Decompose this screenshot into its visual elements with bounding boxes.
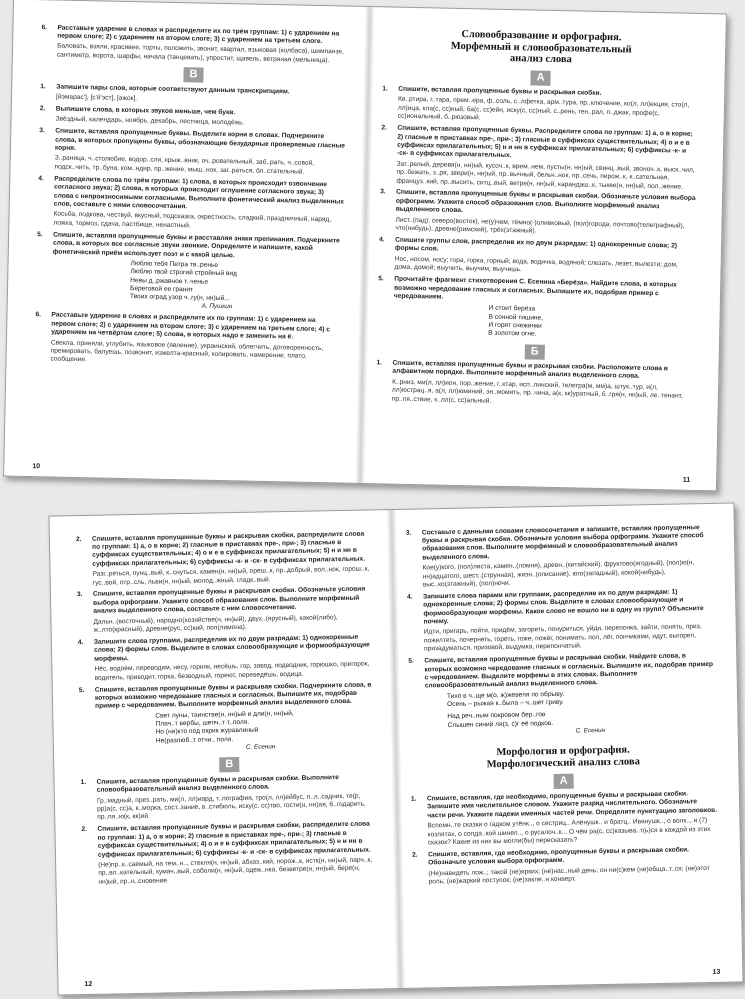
exercise-text: Кв..ртира, г..тара, прем..ера, ф..соль, с..лфетка, арм..тура, пр..ключение, ко(л, лл)екция, сто(л, лл)ица, кла(с, сс)ный, ба(с, сс)ейн, иску(с, сс)ный, с..рень, ген..рал, п..джак, профе(с, сс)иональный, б..рюзовый. [397,96,690,122]
page-10 [32,0,348,482]
poem-author: С. Есенин [245,743,276,751]
exercise-text: Баловать, взяли, красивее, торты, положить, звонит, квартал, языковая (колбаса), шимпанзе, сантиметр, ворота, шарфы, начала (танцевать), упростит, щавель, ветряная (мельница). [56,42,344,64]
section-title [410,743,716,772]
exercise-b2 [81,821,380,888]
exercise-2 [76,530,375,588]
exercise-number: 6. [41,23,48,31]
exercise-text: (Не)пр..к..саемый, на тем..н.., стекля(н, нн)ый, абхаз..кий, порож..к, истк(н, нн)ый, парч..к, пр..вл..кательный, кумач..вый, соболи(н, нн)ый, одеж..нка, безветре(н, нн)ый, бере(н, нн)ый, пр..н..сновение. [98,856,373,886]
exercise-b1 [376,359,693,410]
exercise-4 [37,175,344,234]
exercise-4 [78,633,377,683]
exercise-task: Запишите слова парами или группами, распределив их по двум разрядам: 1) однокоренные слова; 2) формы слов. Выделите в словах словообразующие и формообразующие морфемы. Какое слово не вошло ни в одну из групп? Объясните почему. [423,588,704,626]
exercise-text: (Не)навидеть лож..; такой (не)ярких; (не)нас..ный день; он ни(с)кем (не)обща..т..ся; (не)этот роль; (не)жаркий поступок; (не)закле..н конверт. [428,864,710,886]
page-13 [405,504,720,988]
exercise-number: 1. [40,82,46,90]
exercise-number: 1. [80,778,87,786]
exercise-number: 2. [81,826,88,834]
exercise-number: 5. [408,657,414,665]
exercise-text: З..раница, ч..столюбие, водор..сли, крыж..вник, оч..ровательный, заб..рать, ч..совой, подск..чить, тр..буна, ком..ндир, пр..жение, мыш..нок, заг..раться, бл..стательный. [54,154,315,176]
exercise-task: Спишите, вставляя пропущенные буквы и расставляя знаки препинания. Подчеркните слова, в которых все согласные звуки звонкие. Определите и напишите, какой фонетический приём использует поэт и с какой целью. [52,231,340,259]
poem-author: А. Пушкин [201,303,233,311]
poem-line: Свет луны, таинстве(н, нн)ый и дли(н, нн)ый, [155,709,294,720]
exercise-task: Спишите, вставляя пропущенные буквы и раскрывая скобки, распределите слова по группам: 1) а, о в корне; 2) гласные в приставках пре-, при-; 3) гласные в суффиксах существительных; 4) о и е в суффиксах прилагательных; 5) н и нн в суффиксах прилагательных; 6) суффиксы -к- и -ск- в суффиксах прилагательных. [97,820,371,859]
poem-line: В золотом огне. [488,329,537,338]
exercise-text: Разг..реться, пунц..вый, к..снуться, камен(н, нн)ый, ореш..к, пр..добрый, вол..нок, горош..к, гус..вой, отр..сль, льви(н, нн)ый, молод..жный, гладк..вый. [92,565,370,587]
exercise-5 [377,275,694,342]
title-line: Морфемный и словообразовательный [450,40,632,56]
poem-line: И стоит берёза [488,304,536,313]
exercise-text: Нёс, водоём, переводим, несу, горняк, несёшь, гор, завод, подводник, горюшко, пригорок, водитель, приводит, горка, безводный, гореют, переведёшь, водица. [94,660,370,682]
exercise-task: Прочитайте фрагмент стихотворения С. Есенина «Берёза». Найдите слова, в которых возможно чередование гласных и согласных. Выпишите их, подобрав пример с чередованием. [393,275,677,301]
exercise-task: Спишите, вставляя пропущенные буквы и раскрывая скобки. Подчеркните слова, в которых возможно чередование гласных и согласных. Выпишите их, подобрав пример с чередованием. Выполните морфемный анализ выделенного слова. [94,680,372,711]
poem-line: Тихо в ч..ще м(о, ж)жевеля по обрыву. [446,690,565,700]
poem-line: Невы д..ржавное т..ченье [130,276,209,286]
exercise-3 [406,523,713,590]
exercise-number: 6. [35,311,42,319]
exercise-6b [34,311,341,370]
exercise-task: Спишите, вставляя пропущенные буквы и раскрывая скобки. Обозначьте условия выбора орфограмм. Укажите способ образования слов. Выполните морфемный анализ выделенного слова. [395,189,696,215]
page-number: 11 [682,476,691,484]
page-number: 10 [32,463,41,471]
exercise-task: Спишите, вставляя пропущенные буквы и раскрывая скобки. Расположите слова в алфавитном порядке. Выполните морфемный анализ выделенного слова. [392,359,668,381]
exercise-text: Лист..(пад), северо(восток), не(у)чем, тёмно(-)оливковый, (пол)города, почтово(телеграфный), что(нибудь), древне(римский), трёх(этажный). [395,216,685,235]
exercise-text: Косьба, подкова, чествуй, вкусный, подсказка, окрестность, сладкий, праздничный, наряд, ложка, тормоз, сдача, пастбище, ненастный. [53,210,332,230]
exercise-text: Звёздный, календарь, ноябрь, декабрь, лестница, молодёжь. [55,115,245,127]
exercise-task: Выпишите слова, в которых звуков меньше, чем букв. [55,105,236,117]
exercise-number: 3. [380,188,386,196]
exercise-2 [39,105,345,130]
title-line: Морфологический анализ слова [486,756,641,771]
level-badge-v: В [183,67,203,82]
exercise-1 [411,790,718,848]
page-11 [374,7,700,490]
exercise-task: Расставьте ударение в словах и распределите их по группам: 1) с ударением на первом слоге; 2) с ударением на втором слоге; 3) с ударением на третьем слоге; 4) с ударением на четвёртом слоге; 5) слова, в которых надо е заменить на ё. [51,311,330,341]
exercise-5 [79,681,378,756]
exercise-number: 5. [78,686,85,694]
exercise-text: Свекла, приняли, углубить, языковое (явление), украинский, облегчить, договоренность, премировать, балуешь, позвонит, изжелта-красный, копировать, намерение, плато, сообщение. [50,338,324,364]
exercise-task: Спишите, вставляя пропущенные буквы. Выделите корни в словах. Подчеркните слова, в которых пропущены буквы, обозначающие безударные проверяемые гласные корня. [54,127,346,152]
exercise-b1 [81,773,380,823]
exercise-text: Вспомн..те сказки о гадком утёнк.., о сестриц.. Алёнушк.. и братц.. Иванушк.., о волк.., и (7) козлятах, о солда..кой шинел.., о русалоч..к... О чём ра(с, сс)казыва..т(ь)ся в каждой из этих сказок? Какие из них вы могли(бы) пересказать? [427,817,711,847]
poem-line: Но (ни)кто под окрик журавлиный [155,726,259,736]
title-line: анализ слова [509,52,572,66]
exercise-task: Спишите группы слов, распределив их по двум разрядам: 1) однокоренные слова; 2) формы слов. [394,236,678,253]
exercise-3 [379,189,696,240]
exercise-number: 1. [410,795,417,803]
book-spread-pages-12-13 [48,502,743,995]
exercise-4 [378,236,695,278]
exercise-text: Нос, носом, носу; гора, горка, горный; вода, водичка, водяной; слезать, лезет, вылезти; дом, дома, домой; выучить, выучим, выучишь. [394,255,678,274]
exercise-text: Гр..мадный, през..рать, ми(л, лл)иард, т..пография, тро(л, лл)ейбус, п..л..садник, те(р, рр)а(с, сс)а, к..морка, сост..зание, в..стибюль, иску(с, сс)тво, гости(н, нн)ая, б..годарить, пр..пя..ю(к, кк)ий. [96,792,366,822]
exercise-number: 3. [405,529,412,537]
exercise-task: Запишите пары слов, которые соответствуют данным транскрипциям. [56,83,290,96]
level-badge-a: А [530,70,550,85]
exercise-2 [380,124,697,191]
exercise-task: Запишите слова группами, распределив их по двум разрядам: 1) однокоренные слова; 2) формы слов. Выделите в словах словообразующие и формообразующие морфемы. [93,633,370,663]
title-line: Морфология и орфография. [496,744,630,759]
exercise-task: Спишите, вставляя, где необходимо, пропущенные буквы и раскрывая скобки. Обозначьте условия выбора орфограмм. [427,846,690,867]
exercise-number: 1. [382,85,388,93]
page-gutter [386,510,405,988]
exercise-task: Спишите, вставляя, где необходимо, пропущенные буквы и раскрывая скобки. Запишите имя числительное словом. Укажите разряд числительного. Обозначьте части речи. Укажите падежи именных частей речи. Определите пунктуацию заголовков. [426,790,718,820]
exercise-task: Спишите, вставляя пропущенные буквы. Распределите слова по группам: 1) а, о в корне; 2) гласные в приставках пре-, при-; 3) гласные в суффиксах существительных; 4) о и е в суффиксах прилагательных; 5) н и нн в суффиксах прилагательных; 6) суффиксы -к- и -ск- в суффиксах прилагательных. [396,124,693,160]
poem-author: С. Есенин [575,726,606,735]
book-spread-pages-10-11 [3,0,727,491]
exercise-number: 4. [77,638,84,647]
exercise-1 [40,83,346,108]
exercise-number: 2. [411,851,418,859]
poem-line: В сонной тишине, [488,313,544,322]
section-title [383,27,700,68]
exercise-text: Заг..релый, деревя(н, нн)ый, кусоч..к, врем..нем, пусты(н, нн)ый, свинц..вый, звоноч..к, выск..чил, пр..бежать, з..ря, звери(н, нн)ый, пр..вычный, бельч..нок, пр..сечь, пирож..к, к..сательная, француз..кий, пр..высить, ситц..вый, ветре(н, нн)ый, карандаш..к, тыкве(н, нн)ый, пол..жение. [396,160,695,191]
poem [95,708,378,747]
poem [52,258,343,306]
exercise-number: 3. [76,591,83,599]
exercise-3 [38,127,345,177]
exercise-text: Идти, пригарь, пойти, придём, загореть, понуриться, уйди, перепонка, зайти, понять, приз, пожелтеть, почернеть, гореть, гоже, пожёг, понимать, пол, лёг, пончиками, идут, выгорел, призадуматься, призовой, выдумка, перепончатый. [423,623,702,653]
exercise-3 [77,586,376,636]
exercise-text: К..рниз, ми(л, лл)ион, пор..жение, г..ктар, исп..линский, телегра(м, мм)а, штук..тур, и(л, лл)юстрац..я, а(л, лл)юминий, эн..момить, пр..чина, а(к, кк)уратный, б..гря(н, нн)ый, ле..тенант, пр..пя..ствие, к..лл(с, сс)альный. [391,378,683,405]
exercise-number: 2. [381,124,388,132]
exercise-number: 4. [379,236,385,244]
level-badge-a: А [554,774,574,789]
exercise-2 [412,846,719,887]
exercise-5 [408,652,716,739]
exercise-task: Спишите, вставляя пропущенные буквы и раскрывая скобки, распределите слова по группам: 1) а, о в корне; 2) гласные в приставках пре-, при-; 3) гласные в суффиксах существительных; 4) о и е в суффиксах прилагательных; 5) н и нн в суффиксах прилагательных; 6) суффиксы -к- и -ск- в суффиксах прилагательных. [91,530,366,568]
level-badge-b: Б [525,344,545,359]
exercise-text: Кое(у)кого, (пол)листа, камен..(ломня), древн..(китайский), фруктово(ягодный), (пол)ю(н, нн)адцатого, шест..(струнная), жизн..(описание), юго(западный), кокой(нибудь), выс..ко(этажный), (пол)ночи. [422,559,695,589]
poem-line: Не(разлюб..т отчи.. поля. [155,735,234,745]
page-number: 13 [712,968,721,976]
poem-line: Слышен синий ля(з, с)г её подков. [447,719,554,729]
poem-line: Береговой ее гранит [129,284,194,294]
poem-line: Плач..т вербы, шепч..т т..поля. [155,718,250,728]
poem-line: Люблю тебя Петра тв..ренье [130,260,219,269]
poem-line: Твоих оград узор ч..гу(н, нн)ый... [129,293,230,303]
exercise-4 [407,588,714,655]
title-line: Словообразование и орфография. [461,28,622,44]
page-gutter [355,7,375,483]
poem-line: И горят снежинки [488,321,542,330]
poem-line: Осень – рыжая к..была – ч..шет гриву. [447,698,564,709]
exercise-task: Спишите, вставляя пропущенные буквы и раскрывая скобки. [398,85,602,97]
exercise-number: 1. [376,359,383,367]
exercise-number: 2. [75,535,82,543]
exercise-number: 4. [38,174,44,183]
exercise-task: Распределите слова по трём группам: 1) слова, в которых происходит озвончение согласного звука; 2) слова, в которых происходит оглушение согласного звука; 3) слова с непроизносимыми согласными. Выполните фонетический анализ выделенных слов, составьте с ними словосочетания. [53,175,344,211]
exercise-task: Спишите, вставляя пропущенные буквы и раскрывая скобки. Найдите слова, в которых возможно чередование гласных и согласных. Выпишите их, подобрав пример с чередованием. Выделите морфемы в этих словах. Выполните словообразовательный анализ выделенного слова. [424,652,714,690]
exercise-task: Составьте с данными словами словосочетания и запишите, вставляя пропущенные буквы и раскрывая скобки. Обозначьте условия выбора орфограмм. Укажите способ образования слов. Выполните морфемный и словообразовательный анализ выделенного слова. [421,523,704,562]
exercise-number: 5. [37,230,43,238]
exercise-6 [41,24,348,66]
poem-line: Над реч..ным покровом бер..гов [447,711,546,721]
exercise-number: 5. [378,275,384,283]
exercise-text: Дальн..(восточный), народно(хозяйстве(н, нн)ый), двух..(ярусный), какой(либо), ж..лто(красный), древне(рус, сс)кий, пол(лимона). [93,613,338,634]
exercise-number: 2. [39,105,46,113]
page-number: 12 [84,980,93,989]
page-12 [75,510,382,994]
poem-line: Люблю твой строгий стройный вид [130,268,237,278]
exercise-task: Спишите, вставляя пропущенные буквы и раскрывая скобки. Обозначьте условия выбора орфограмм. Укажите способ образования слов. Выполните морфемный анализ выделенного слова, составьте с ним словосочетание. [92,586,366,616]
exercise-5 [36,231,344,315]
poem [425,688,716,731]
exercise-number: 3. [39,127,45,135]
exercise-task: Спишите, вставляя пропущенные буквы и раскрывая скобки. Выполните словообразовательный анализ выделенного слова. [96,773,340,794]
exercise-number: 4. [407,593,413,601]
exercise-task: Расставьте ударение в словах и распределите их по трём группам: 1) с ударением на первом слоге; 2) с ударением на втором слоге; 3) с ударением на третьем слоге. [57,24,340,45]
level-badge-v: В [219,757,239,772]
poem [393,303,694,342]
exercise-1 [382,85,699,127]
exercise-text: [йэмарас'], [с'й'эст], [ажок]. [55,93,138,103]
